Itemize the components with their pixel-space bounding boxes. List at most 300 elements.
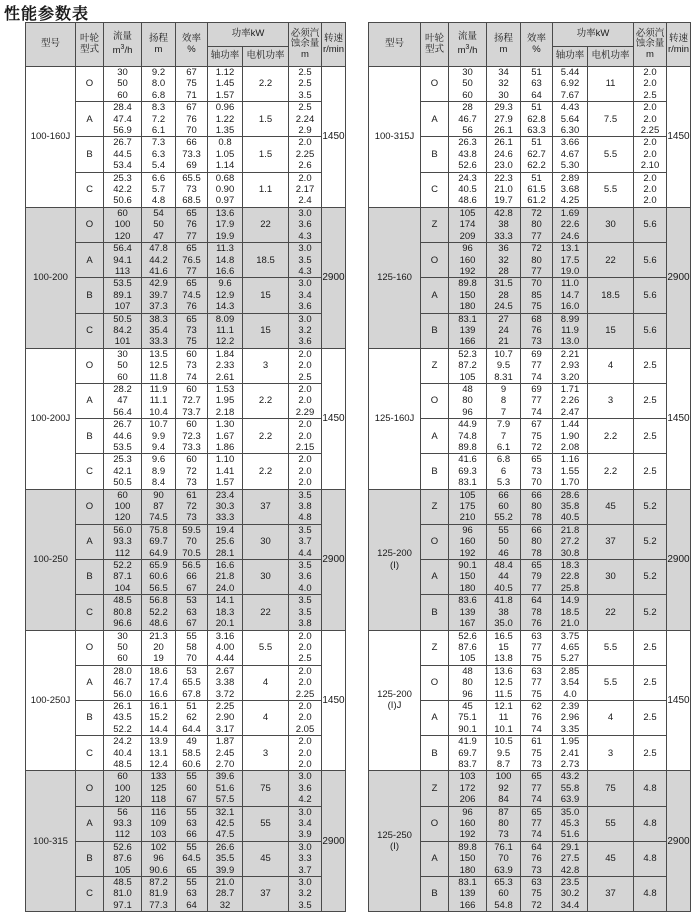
head-values: 48.4 44 40.5 <box>487 560 521 595</box>
motor-power-value: 4 <box>243 700 289 735</box>
head-values: 18.6 17.4 16.6 <box>142 665 176 700</box>
right-table-container <box>368 22 690 912</box>
efficiency-values: 51 63 64 <box>521 67 553 102</box>
efficiency-values: 62 76 74 <box>521 700 553 735</box>
efficiency-values: 60 73 74 <box>176 348 208 383</box>
right-parameters-table <box>368 22 691 912</box>
npsh-values: 2.5 <box>634 736 667 771</box>
npsh-values: 2.0 2.0 2.0 <box>289 454 322 489</box>
model-cell: 125-200 (I)J <box>369 630 421 771</box>
shaft-power-values: 16.6 21.8 24.0 <box>208 560 243 595</box>
shaft-power-values: 1.30 1.67 1.86 <box>208 419 243 454</box>
npsh-values: 2.0 2.0 2.5 <box>289 348 322 383</box>
flow-values: 105 174 209 <box>449 207 487 242</box>
shaft-power-values: 0.8 1.05 1.14 <box>208 137 243 172</box>
table-row <box>369 630 691 665</box>
npsh-values: 3.0 3.6 4.3 <box>289 207 322 242</box>
efficiency-values: 63 77 75 <box>521 665 553 700</box>
shaft-power-values: 43.2 55.8 63.9 <box>553 771 588 806</box>
head-values: 13.5 12.5 11.8 <box>142 348 176 383</box>
table-row <box>26 771 346 806</box>
flow-values: 83.1 139 166 <box>449 877 487 912</box>
flow-values: 28.2 47 56.4 <box>104 383 142 418</box>
flow-values: 30 50 60 <box>104 67 142 102</box>
efficiency-values: 51 62 64.4 <box>176 700 208 735</box>
model-cell: 125-250 (I) <box>369 771 421 912</box>
efficiency-values: 65 77 74 <box>521 771 553 806</box>
speed-value: 2900 <box>667 771 691 912</box>
shaft-power-values: 14.9 18.5 21.0 <box>553 595 588 630</box>
impeller-type-cell: C <box>76 313 104 348</box>
npsh-values: 3.0 3.4 3.9 <box>289 806 322 841</box>
shaft-power-values: 9.6 12.9 14.3 <box>208 278 243 313</box>
col-header-shaft-power: 轴功率 <box>208 47 243 67</box>
motor-power-value: 22 <box>588 595 634 630</box>
head-values: 133 125 118 <box>142 771 176 806</box>
head-values: 102 96 90.6 <box>142 841 176 876</box>
npsh-values: 3.5 3.5 3.8 <box>289 595 322 630</box>
flow-values: 26.1 43.5 52.2 <box>104 700 142 735</box>
shaft-power-values: 1.10 1.41 1.57 <box>208 454 243 489</box>
flow-values: 56.0 93.3 112 <box>104 524 142 559</box>
head-values: 8.3 7.2 6.1 <box>142 102 176 137</box>
flow-values: 105 175 210 <box>449 489 487 524</box>
npsh-values: 2.0 2.0 2.5 <box>289 630 322 665</box>
motor-power-value: 5.5 <box>243 630 289 665</box>
npsh-values: 2.5 <box>634 630 667 665</box>
impeller-type-cell: C <box>76 454 104 489</box>
impeller-type-cell: O <box>421 383 449 418</box>
efficiency-values: 59.5 70 70.5 <box>176 524 208 559</box>
motor-power-value: 4 <box>243 665 289 700</box>
speed-value: 1450 <box>322 348 346 489</box>
motor-power-value: 2.2 <box>243 67 289 102</box>
shaft-power-values: 35.0 45.3 51.6 <box>553 806 588 841</box>
npsh-values: 4.8 <box>634 806 667 841</box>
flow-values: 24.3 40.5 48.6 <box>449 172 487 207</box>
npsh-values: 3.5 3.8 4.8 <box>289 489 322 524</box>
motor-power-value: 5.5 <box>588 665 634 700</box>
motor-power-value: 45 <box>588 841 634 876</box>
efficiency-values: 67 76 70 <box>176 102 208 137</box>
flow-values: 44.9 74.8 89.8 <box>449 419 487 454</box>
head-values: 42.9 39.7 37.3 <box>142 278 176 313</box>
npsh-values: 2.0 2.17 2.4 <box>289 172 322 207</box>
impeller-type-cell: O <box>76 67 104 102</box>
table-row <box>369 771 691 806</box>
impeller-type-cell: A <box>421 700 449 735</box>
motor-power-value: 5.5 <box>588 630 634 665</box>
impeller-type-cell: Z <box>421 630 449 665</box>
speed-value: 1450 <box>667 67 691 208</box>
shaft-power-values: 29.1 27.5 42.8 <box>553 841 588 876</box>
motor-power-value: 55 <box>243 806 289 841</box>
efficiency-values: 68 76 73 <box>521 313 553 348</box>
flow-values: 52.2 87.1 104 <box>104 560 142 595</box>
table-row <box>369 67 691 102</box>
impeller-type-cell: B <box>421 137 449 172</box>
head-values: 9.6 8.9 8.4 <box>142 454 176 489</box>
motor-power-value: 3 <box>588 383 634 418</box>
impeller-type-cell: O <box>421 665 449 700</box>
motor-power-value: 4 <box>588 348 634 383</box>
efficiency-values: 61 72 73 <box>176 489 208 524</box>
motor-power-value: 15 <box>243 278 289 313</box>
flow-values: 45 75.1 90.1 <box>449 700 487 735</box>
table-row <box>369 348 691 383</box>
npsh-values: 2.5 <box>634 383 667 418</box>
speed-value: 2900 <box>667 489 691 630</box>
head-values: 66 60 55.2 <box>487 489 521 524</box>
model-cell: 100-200J <box>26 348 76 489</box>
shaft-power-values: 32.1 42.5 47.5 <box>208 806 243 841</box>
npsh-values: 2.5 <box>634 454 667 489</box>
flow-values: 52.6 87.6 105 <box>449 630 487 665</box>
head-values: 56.8 52.2 48.6 <box>142 595 176 630</box>
motor-power-value: 37 <box>243 877 289 912</box>
impeller-type-cell: B <box>76 137 104 172</box>
efficiency-values: 55 58 70 <box>176 630 208 665</box>
head-values: 21.3 20 19 <box>142 630 176 665</box>
motor-power-value: 75 <box>243 771 289 806</box>
head-values: 13.9 13.1 12.4 <box>142 736 176 771</box>
head-values: 29.3 27.9 26.1 <box>487 102 521 137</box>
head-values: 65.3 60 54.8 <box>487 877 521 912</box>
flow-values: 103 172 206 <box>449 771 487 806</box>
efficiency-values: 51 62.7 62.2 <box>521 137 553 172</box>
efficiency-values: 55 63 66 <box>176 806 208 841</box>
shaft-power-values: 0.96 1.22 1.35 <box>208 102 243 137</box>
head-values: 36 32 28 <box>487 243 521 278</box>
flow-values: 60 100 120 <box>104 489 142 524</box>
header-row-top <box>369 23 691 47</box>
motor-power-value: 2.2 <box>243 383 289 418</box>
shaft-power-values: 13.6 17.9 19.9 <box>208 207 243 242</box>
motor-power-value: 3 <box>588 736 634 771</box>
motor-power-value: 1.1 <box>243 172 289 207</box>
shaft-power-values: 21.0 28.7 32 <box>208 877 243 912</box>
shaft-power-values: 2.67 3.38 3.72 <box>208 665 243 700</box>
flow-values: 96 160 192 <box>449 524 487 559</box>
flow-values: 96 160 192 <box>449 243 487 278</box>
shaft-power-values: 1.69 22.6 24.6 <box>553 207 588 242</box>
npsh-values: 2.0 2.0 2.29 <box>289 383 322 418</box>
efficiency-values: 69 77 74 <box>521 383 553 418</box>
motor-power-value: 18.5 <box>243 243 289 278</box>
efficiency-values: 66 80 78 <box>521 524 553 559</box>
flow-values: 89.8 150 180 <box>449 278 487 313</box>
motor-power-value: 3 <box>243 736 289 771</box>
head-values: 41.8 38 35.0 <box>487 595 521 630</box>
flow-values: 26.7 44.5 53.4 <box>104 137 142 172</box>
efficiency-values: 65 79 77 <box>521 560 553 595</box>
efficiency-values: 63 75 72 <box>521 877 553 912</box>
head-values: 65.9 60.6 56.5 <box>142 560 176 595</box>
page-title: 性能参数表 <box>4 6 90 23</box>
npsh-values: 5.6 <box>634 313 667 348</box>
head-values: 9 8 7 <box>487 383 521 418</box>
flow-values: 41.9 69.7 83.7 <box>449 736 487 771</box>
flow-values: 48 80 96 <box>449 665 487 700</box>
impeller-type-cell: B <box>421 454 449 489</box>
head-values: 11.9 11.1 10.4 <box>142 383 176 418</box>
efficiency-values: 65 73 75 <box>176 313 208 348</box>
efficiency-values: 51 61.5 61.2 <box>521 172 553 207</box>
col-header-head: 扬程 m <box>487 23 521 67</box>
efficiency-values: 64 78 76 <box>521 595 553 630</box>
head-values: 34 32 30 <box>487 67 521 102</box>
impeller-type-cell: B <box>76 419 104 454</box>
npsh-values: 5.2 <box>634 524 667 559</box>
motor-power-value: 45 <box>588 489 634 524</box>
head-values: 76.1 70 63.9 <box>487 841 521 876</box>
efficiency-values: 64 76 73 <box>521 841 553 876</box>
shaft-power-values: 3.16 4.00 4.44 <box>208 630 243 665</box>
flow-values: 48.5 81.0 97.1 <box>104 877 142 912</box>
motor-power-value: 37 <box>243 489 289 524</box>
impeller-type-cell: A <box>76 243 104 278</box>
col-header-model: 型号 <box>26 23 76 67</box>
npsh-values: 2.5 <box>634 419 667 454</box>
head-values: 13.6 12.5 11.5 <box>487 665 521 700</box>
efficiency-values: 66 80 78 <box>521 489 553 524</box>
npsh-values: 5.6 <box>634 207 667 242</box>
shaft-power-values: 1.87 2.45 2.70 <box>208 736 243 771</box>
npsh-values: 3.0 3.2 3.5 <box>289 877 322 912</box>
table-row <box>26 67 346 102</box>
impeller-type-cell: A <box>76 806 104 841</box>
shaft-power-values: 1.95 2.41 2.73 <box>553 736 588 771</box>
efficiency-values: 49 58.5 60.6 <box>176 736 208 771</box>
flow-values: 48 80 96 <box>449 383 487 418</box>
efficiency-values: 51 62.8 63.3 <box>521 102 553 137</box>
shaft-power-values: 11.3 14.8 16.6 <box>208 243 243 278</box>
head-values: 22.3 21.0 19.7 <box>487 172 521 207</box>
flow-values: 53.5 89.1 107 <box>104 278 142 313</box>
flow-values: 56.4 94.1 113 <box>104 243 142 278</box>
col-header-flow: 流量 $m^3/h$ <box>104 23 142 67</box>
impeller-type-cell: A <box>421 102 449 137</box>
flow-values: 48.5 80.8 96.6 <box>104 595 142 630</box>
impeller-type-cell: C <box>76 736 104 771</box>
shaft-power-values: 19.4 25.6 28.1 <box>208 524 243 559</box>
impeller-type-cell: O <box>76 348 104 383</box>
npsh-values: 2.5 <box>634 700 667 735</box>
head-values: 87.2 81.9 77.3 <box>142 877 176 912</box>
impeller-type-cell: Z <box>421 348 449 383</box>
shaft-power-values: 1.16 1.55 1.70 <box>553 454 588 489</box>
impeller-type-cell: B <box>421 736 449 771</box>
col-header-model: 型号 <box>369 23 421 67</box>
head-values: 55 50 46 <box>487 524 521 559</box>
efficiency-values: 65 76.5 77 <box>176 243 208 278</box>
shaft-power-values: 8.09 11.1 12.2 <box>208 313 243 348</box>
flow-values: 26.7 44.6 53.5 <box>104 419 142 454</box>
impeller-type-cell: A <box>421 560 449 595</box>
col-header-flow: 流量 $m^3/h$ <box>449 23 487 67</box>
motor-power-value: 45 <box>243 841 289 876</box>
flow-values: 52.3 87.2 105 <box>449 348 487 383</box>
table-row <box>26 630 346 665</box>
npsh-values: 5.6 <box>634 243 667 278</box>
speed-value: 2900 <box>322 489 346 630</box>
impeller-type-cell: A <box>421 278 449 313</box>
head-values: 38.3 35.4 33.3 <box>142 313 176 348</box>
npsh-values: 2.5 <box>634 665 667 700</box>
col-header-speed: 转速 r/min <box>667 23 691 67</box>
head-values: 42.8 38 33.3 <box>487 207 521 242</box>
head-values: 75.8 69.7 64.9 <box>142 524 176 559</box>
table-row <box>369 489 691 524</box>
efficiency-values: 56.5 66 67 <box>176 560 208 595</box>
head-values: 12.1 11 10.1 <box>487 700 521 735</box>
impeller-type-cell: O <box>421 243 449 278</box>
npsh-values: 3.0 3.2 3.6 <box>289 313 322 348</box>
efficiency-values: 65 74.5 76 <box>176 278 208 313</box>
col-header-npsh: 必须汽 蚀余量 m <box>634 23 667 67</box>
npsh-values: 2.5 2.5 3.5 <box>289 67 322 102</box>
efficiency-values: 53 65.5 67.8 <box>176 665 208 700</box>
npsh-values: 5.2 <box>634 489 667 524</box>
efficiency-values: 53 63 67 <box>176 595 208 630</box>
motor-power-value: 37 <box>588 524 634 559</box>
npsh-values: 5.2 <box>634 560 667 595</box>
head-values: 10.5 9.5 8.7 <box>487 736 521 771</box>
shaft-power-values: 0.68 0.90 0.97 <box>208 172 243 207</box>
npsh-values: 2.0 2.0 2.15 <box>289 419 322 454</box>
motor-power-value: 15 <box>588 313 634 348</box>
motor-power-value: 3 <box>243 348 289 383</box>
motor-power-value: 18.5 <box>588 278 634 313</box>
shaft-power-values: 39.6 51.6 57.5 <box>208 771 243 806</box>
impeller-type-cell: B <box>76 278 104 313</box>
head-values: 9.2 8.0 6.8 <box>142 67 176 102</box>
motor-power-value: 2.2 <box>243 419 289 454</box>
impeller-type-cell: Z <box>421 207 449 242</box>
motor-power-value: 4 <box>588 700 634 735</box>
motor-power-value: 2.2 <box>243 454 289 489</box>
head-values: 7.9 7 6.1 <box>487 419 521 454</box>
motor-power-value: 7.5 <box>588 102 634 137</box>
shaft-power-values: 2.25 2.90 3.17 <box>208 700 243 735</box>
shaft-power-values: 1.71 2.26 2.47 <box>553 383 588 418</box>
model-cell: 125-160 <box>369 207 421 348</box>
npsh-values: 2.0 2.0 2.10 <box>634 137 667 172</box>
npsh-values: 4.8 <box>634 771 667 806</box>
motor-power-value: 75 <box>588 771 634 806</box>
impeller-type-cell: B <box>421 313 449 348</box>
impeller-type-cell: C <box>76 877 104 912</box>
impeller-type-cell: O <box>76 630 104 665</box>
impeller-type-cell: A <box>421 419 449 454</box>
efficiency-values: 61 75 73 <box>521 736 553 771</box>
npsh-values: 5.2 <box>634 595 667 630</box>
speed-value: 1450 <box>667 630 691 771</box>
col-header-shaft-power: 轴功率 <box>553 47 588 67</box>
npsh-values: 2.0 2.0 2.25 <box>634 102 667 137</box>
head-values: 6.6 5.7 4.8 <box>142 172 176 207</box>
col-header-head: 扬程 m <box>142 23 176 67</box>
head-values: 16.1 15.2 14.4 <box>142 700 176 735</box>
efficiency-values: 67 75 71 <box>176 67 208 102</box>
efficiency-values: 69 77 74 <box>521 348 553 383</box>
shaft-power-values: 8.99 11.9 13.0 <box>553 313 588 348</box>
head-values: 87 80 73 <box>487 806 521 841</box>
model-cell: 100-315 <box>26 771 76 912</box>
flow-values: 30 50 60 <box>104 348 142 383</box>
shaft-power-values: 2.89 3.68 4.25 <box>553 172 588 207</box>
impeller-type-cell: O <box>421 67 449 102</box>
flow-values: 28.0 46.7 56.0 <box>104 665 142 700</box>
shaft-power-values: 11.0 14.7 16.0 <box>553 278 588 313</box>
motor-power-value: 2.2 <box>588 454 634 489</box>
model-cell: 100-200 <box>26 207 76 348</box>
motor-power-value: 15 <box>243 313 289 348</box>
npsh-values: 4.8 <box>634 841 667 876</box>
shaft-power-values: 13.1 17.5 19.0 <box>553 243 588 278</box>
shaft-power-values: 2.21 2.93 3.20 <box>553 348 588 383</box>
head-values: 54 50 47 <box>142 207 176 242</box>
efficiency-values: 63 77 75 <box>521 630 553 665</box>
shaft-power-values: 23.4 30.3 33.3 <box>208 489 243 524</box>
motor-power-value: 30 <box>588 560 634 595</box>
col-header-impeller: 叶轮 型式 <box>421 23 449 67</box>
flow-values: 60 100 120 <box>104 207 142 242</box>
motor-power-value: 30 <box>243 524 289 559</box>
efficiency-values: 70 85 75 <box>521 278 553 313</box>
table-row <box>26 207 346 242</box>
shaft-power-values: 3.66 4.67 5.30 <box>553 137 588 172</box>
shaft-power-values: 5.44 6.92 7.67 <box>553 67 588 102</box>
flow-values: 25.3 42.2 50.6 <box>104 172 142 207</box>
impeller-type-cell: A <box>76 102 104 137</box>
motor-power-value: 5.5 <box>588 172 634 207</box>
shaft-power-values: 23.5 30.2 34.4 <box>553 877 588 912</box>
motor-power-value: 30 <box>243 560 289 595</box>
motor-power-value: 55 <box>588 806 634 841</box>
head-values: 16.5 15 13.8 <box>487 630 521 665</box>
col-header-efficiency: 效率 % <box>521 23 553 67</box>
flow-values: 52.6 87.6 105 <box>104 841 142 876</box>
model-cell: 100-315J <box>369 67 421 208</box>
shaft-power-values: 2.85 3.54 4.0 <box>553 665 588 700</box>
speed-value: 2900 <box>667 207 691 348</box>
flow-values: 96 160 192 <box>449 806 487 841</box>
flow-values: 41.6 69.3 83.1 <box>449 454 487 489</box>
head-values: 47.8 44.2 41.6 <box>142 243 176 278</box>
flow-values: 28 46.7 56 <box>449 102 487 137</box>
motor-power-value: 37 <box>588 877 634 912</box>
impeller-type-cell: A <box>76 665 104 700</box>
speed-value: 2900 <box>322 771 346 912</box>
npsh-values: 2.5 <box>634 348 667 383</box>
npsh-values: 2.0 2.0 2.0 <box>634 172 667 207</box>
speed-value: 1450 <box>667 348 691 489</box>
flow-values: 83.6 139 167 <box>449 595 487 630</box>
impeller-type-cell: O <box>76 489 104 524</box>
speed-value: 2900 <box>322 207 346 348</box>
efficiency-values: 60 72.3 73.3 <box>176 419 208 454</box>
efficiency-values: 55 60 67 <box>176 771 208 806</box>
npsh-values: 5.6 <box>634 278 667 313</box>
flow-values: 56 93.3 112 <box>104 806 142 841</box>
flow-values: 25.3 42.1 50.5 <box>104 454 142 489</box>
impeller-type-cell: A <box>421 841 449 876</box>
flow-values: 26.3 43.8 52.6 <box>449 137 487 172</box>
col-header-motor-power: 电机功率 <box>588 47 634 67</box>
col-header-efficiency: 效率 % <box>176 23 208 67</box>
impeller-type-cell: B <box>76 560 104 595</box>
